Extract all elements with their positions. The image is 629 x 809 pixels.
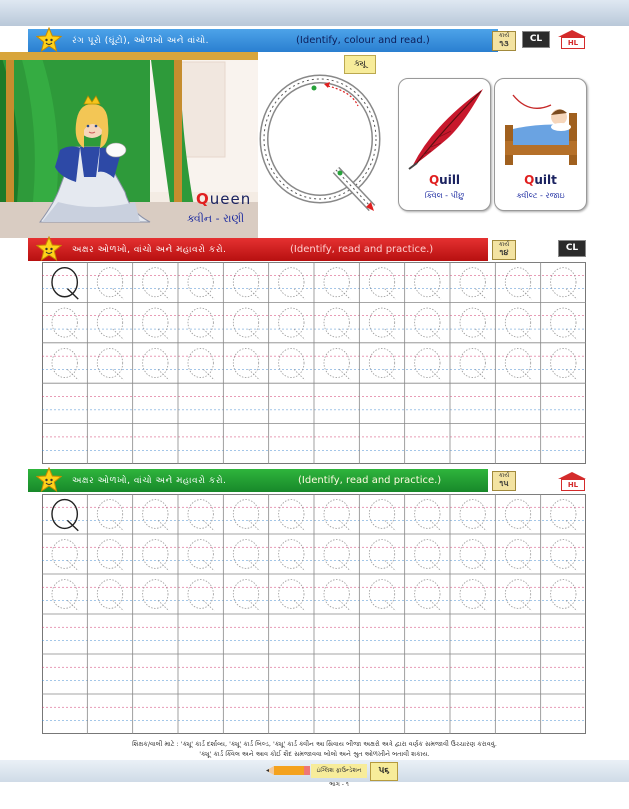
- traced-letter-q: [460, 500, 485, 529]
- activity-badge-14: [492, 240, 516, 260]
- house-roof-icon: [558, 30, 586, 37]
- traced-letter-q: [143, 268, 168, 297]
- traced-letter-q: [279, 268, 304, 297]
- traced-letter-q: [279, 580, 304, 609]
- traced-letter-q: [324, 540, 349, 569]
- traced-letter-q: [52, 268, 77, 297]
- traced-letter-q: [415, 308, 440, 337]
- traced-letter-q: [188, 580, 213, 609]
- activity-badge-13: [492, 31, 516, 51]
- traced-letter-q: [188, 268, 213, 297]
- queen-initial: Q: [196, 190, 210, 208]
- quilt-card: [494, 78, 587, 211]
- traced-letter-q: [415, 500, 440, 529]
- badge-number: ૧૩: [499, 39, 509, 48]
- star-icon: [36, 27, 62, 53]
- traced-letter-q: [369, 308, 394, 337]
- traced-letter-q: [52, 500, 77, 529]
- practice2-title-gujarati: અક્ષર ઓળખો, વાંચો અને મહાવરો કરો.: [72, 475, 227, 486]
- queen-rest: ueen: [209, 190, 252, 208]
- traced-letter-q: [505, 500, 530, 529]
- traced-letter-q: [143, 348, 168, 377]
- queen-gujarati: ક્વીન - રાણી: [187, 212, 245, 225]
- traced-letter-q: [279, 308, 304, 337]
- traced-letter-q: [52, 348, 77, 377]
- practice1-section-banner: [28, 238, 488, 261]
- cl-badge: CL: [522, 31, 550, 48]
- traced-letter-q: [233, 268, 258, 297]
- practice2-section-banner: [28, 469, 488, 492]
- quill-gujarati: ક્વિલ - પીંછુ: [424, 191, 465, 200]
- queen-illustration: [0, 52, 258, 238]
- traced-letter-q: [97, 580, 122, 609]
- traced-letter-q: [505, 540, 530, 569]
- traced-letter-q: [551, 540, 576, 569]
- page-number: ૫૬: [370, 762, 398, 781]
- traced-letter-q: [188, 348, 213, 377]
- traced-letter-q: [324, 308, 349, 337]
- letter-name-label: ક્યૂ: [344, 55, 376, 74]
- traced-letter-q: [505, 580, 530, 609]
- traced-letter-q: [505, 308, 530, 337]
- badge-label: કાર્ય: [498, 472, 510, 479]
- traced-letter-q: [460, 268, 485, 297]
- hl-label: HL: [561, 479, 585, 491]
- traced-letter-q: [233, 308, 258, 337]
- traced-letter-q: [369, 268, 394, 297]
- traced-letter-q: [188, 540, 213, 569]
- traced-letter-q: [279, 540, 304, 569]
- traced-letter-q: [460, 540, 485, 569]
- traced-letter-q: [505, 268, 530, 297]
- hl-badge: [558, 472, 586, 490]
- traced-letter-q: [415, 540, 440, 569]
- traced-letter-q: [233, 580, 258, 609]
- badge-number: ૧૪: [499, 248, 509, 257]
- colour-title-gujarati: રંગ પૂરો (ઘૂંટો), ઓળખો અને વાંચો.: [72, 35, 209, 46]
- star-icon: [36, 467, 62, 493]
- book-title-label: ઇંગ્લિશ ફાઉન્ડેશન ભાગ - ૧: [311, 764, 367, 778]
- traced-letter-q: [415, 580, 440, 609]
- traced-letter-q: [188, 500, 213, 529]
- traced-letter-q: [143, 308, 168, 337]
- quilt-gujarati: ક્વીલ્ટ - રજાઇ: [516, 191, 565, 200]
- star-icon: [36, 236, 62, 262]
- practice1-title-gujarati: અક્ષર ઓળખો, વાંચો અને મહાવરો કરો.: [72, 244, 227, 255]
- quill-word: [399, 173, 490, 187]
- traced-letter-q: [233, 540, 258, 569]
- traced-letter-q: [97, 308, 122, 337]
- traced-letter-q: [369, 580, 394, 609]
- traced-letter-q: [97, 500, 122, 529]
- traced-letter-q: [52, 580, 77, 609]
- quilt-word: [495, 173, 586, 187]
- quill-card: [398, 78, 491, 211]
- badge-number: ૧૫: [499, 479, 509, 488]
- house-roof-icon: [558, 472, 586, 479]
- traced-letter-q: [188, 308, 213, 337]
- activity-badge-15: [492, 471, 516, 491]
- traced-letter-q: [415, 268, 440, 297]
- badge-label: કાર્ય: [498, 32, 510, 39]
- quilt-rest: uilt: [534, 173, 557, 187]
- queen-word: [196, 190, 251, 208]
- traced-letter-q: [551, 500, 576, 529]
- quilt-bed-icon: [499, 85, 582, 171]
- pencil-icon: [266, 765, 310, 776]
- teacher-note-line-2: 'ક્યૂ' કાર્ડ ક્વિલ અને આવ કોઈ શૈદ સમજાવવા બોલો અને શ્રુત ઓળખીને બતાવી શકાય.: [199, 750, 430, 758]
- quill-initial: Q: [428, 173, 440, 187]
- traced-letter-q: [551, 580, 576, 609]
- traced-letter-q: [143, 580, 168, 609]
- traced-letter-q: [460, 308, 485, 337]
- traced-letter-q: [551, 268, 576, 297]
- traced-letter-q: [233, 348, 258, 377]
- badge-label: કાર્ય: [498, 241, 510, 248]
- traced-letter-q: [97, 540, 122, 569]
- traced-letter-q: [460, 580, 485, 609]
- traced-letter-q: [52, 308, 77, 337]
- traced-letter-q: [460, 348, 485, 377]
- traced-letter-q: [369, 540, 394, 569]
- traced-letter-q: [415, 348, 440, 377]
- traced-letter-q: [324, 580, 349, 609]
- traced-letter-q: [324, 500, 349, 529]
- traced-letter-q: [505, 348, 530, 377]
- colour-title-english: (Identify, colour and read.): [296, 35, 430, 46]
- quill-feather-icon: [403, 85, 486, 171]
- big-q-tracing: [258, 72, 388, 222]
- quilt-initial: Q: [524, 173, 535, 187]
- practice1-title-english: (Identify, read and practice.): [290, 244, 434, 255]
- practice2-title-english: (Identify, read and practice.): [298, 475, 442, 486]
- traced-letter-q: [143, 500, 168, 529]
- traced-letter-q: [97, 268, 122, 297]
- top-band: [0, 0, 629, 26]
- traced-letter-q: [551, 308, 576, 337]
- traced-letter-q: [97, 348, 122, 377]
- traced-letter-q: [369, 348, 394, 377]
- traced-letter-q: [324, 268, 349, 297]
- traced-letter-q: [279, 348, 304, 377]
- hl-label: HL: [561, 37, 585, 49]
- colour-section-banner: [28, 29, 498, 52]
- practice-grid-1: [42, 262, 586, 464]
- hl-badge: [558, 30, 586, 48]
- traced-letter-q: [52, 540, 77, 569]
- traced-letter-q: [233, 500, 258, 529]
- traced-letter-q: [324, 348, 349, 377]
- quill-rest: uill: [439, 173, 461, 187]
- traced-letter-q: [551, 348, 576, 377]
- practice-grid-2: [42, 494, 586, 734]
- traced-letter-q: [279, 500, 304, 529]
- teacher-note-line-1: શિક્ષક/વાલી માટે : 'ક્યૂ' કાર્ડ દર્શાવ્ય, 'ક્યૂ' કાર્ડ બિલ્ડ, 'ક્યૂ' કાર્ડ ક્વીન આ સિવાય બીજા અક્ષરો અત્રે દ્વારા વર્ણક સમજાવી ઉચ્ચારણ કરાવવું.: [132, 740, 497, 748]
- traced-letter-q: [143, 540, 168, 569]
- traced-letter-q: [369, 500, 394, 529]
- cl-badge: CL: [558, 240, 586, 257]
